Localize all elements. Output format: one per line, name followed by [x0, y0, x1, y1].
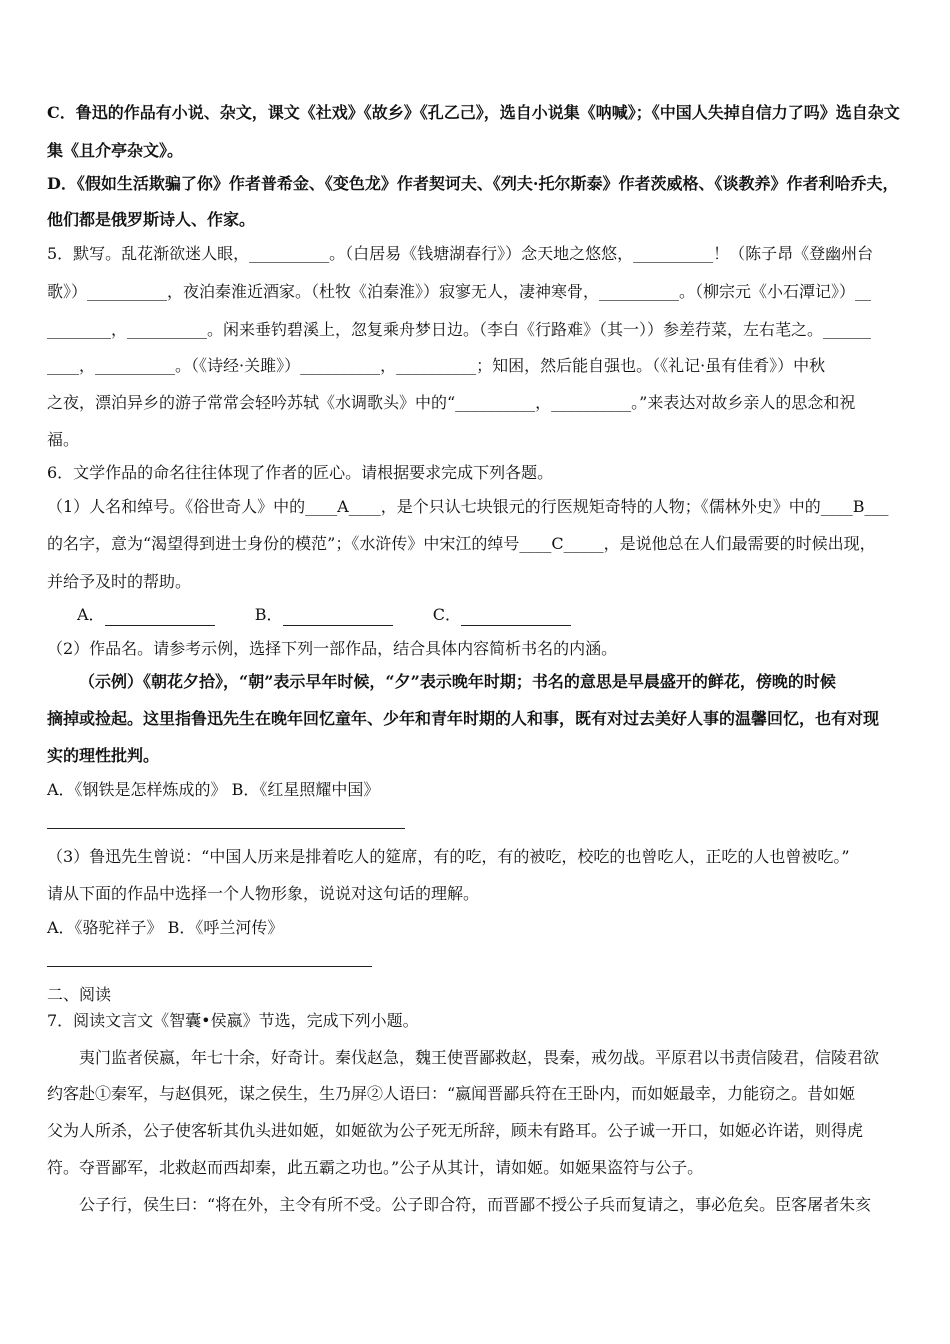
text-line: （1）人名和绰号。《俗世奇人》中的____A____，是个只认七块银元的行医规矩奇特的人物；《儒林外史》中的____B___ — [47, 497, 889, 516]
text-line: 公子行，侯生曰：“将在外，主令有所不受。公子即合符，而晋鄙不授公子兵而复请之，事必危矣。臣客屠者朱亥 — [79, 1195, 872, 1214]
text-line: 约客赴①秦军，与赵俱死，谋之侯生，生乃屏②人语曰：“嬴闻晋鄙兵符在王卧内，而如姬最幸，力能窃之。昔如姬 — [47, 1084, 856, 1103]
text-line: D．《假如生活欺骗了你》作者普希金、《变色龙》作者契诃夫、《列夫·托尔斯泰》作者茨威格、《谈教养》作者利哈乔夫， — [47, 174, 899, 193]
option-c-label: C． — [432, 605, 461, 624]
text-line: 的名字，意为“渴望得到进士身份的模范”；《水浒传》中宋江的绰号____C_____，是说他总在人们最需要的时候出现， — [47, 534, 876, 553]
text-line: 集《且介亭杂文》。 — [47, 141, 184, 160]
text-line: 5．默写。乱花渐欲迷人眼，__________。（白居易《钱塘湖春行》）念天地之悠悠，__________！（陈子昂《登幽州台 — [47, 244, 874, 263]
text-line: 6．文学作品的命名往往体现了作者的匠心。请根据要求完成下列各题。 — [47, 463, 554, 482]
text-line: 父为人所杀，公子使客斩其仇头进如姬，如姬欲为公子死无所辞，顾未有路耳。公子诚一开口，如姬必许诺，则得虎 — [47, 1121, 864, 1140]
text-line: 并给予及时的帮助。 — [47, 572, 192, 591]
option-b-blank — [283, 605, 393, 626]
text-line: 符。夺晋鄙军，北救赵而西却秦，此五霸之功也。”公子从其计，请如姬。如姬果盗符与公子。 — [47, 1158, 704, 1177]
answer-line-3 — [47, 966, 372, 967]
text-line: 之夜，漂泊异乡的游子常常会轻吟苏轼《水调歌头》中的“__________，__________。”来表达对故乡亲人的思念和祝 — [47, 393, 856, 412]
text-line: 歌》）__________，夜泊秦淮近酒家。（杜牧《泊秦淮》）寂寥无人，凄神寒骨，__________。（柳宗元《小石潭记》）__ — [47, 282, 872, 301]
option-a-blank — [105, 605, 215, 626]
text-line: （示例）《朝花夕拾》，“朝”表示早年时候，“夕”表示晚年时期；书名的意思是早晨盛开的鲜花，傍晚的时候 — [79, 672, 836, 691]
option-c-blank — [461, 605, 571, 626]
option-a-label: A． — [77, 605, 105, 624]
text-line: 夷门监者侯嬴，年七十余，好奇计。秦伐赵急，魏王使晋鄙救赵，畏秦，戒勿战。平原君以书责信陵君，信陵君欲 — [79, 1048, 880, 1067]
text-line: A．《骆驼祥子》 B．《呼兰河传》 — [47, 918, 284, 937]
text-line: 二、阅读 — [47, 985, 112, 1004]
text-line: ________，__________。闲来垂钓碧溪上，忽复乘舟梦日边。（李白《行路难》（其一））参差荇菜，左右芼之。______ — [47, 320, 872, 339]
text-line: A．《钢铁是怎样炼成的》 B．《红星照耀中国》 — [47, 780, 380, 799]
text-line: （2）作品名。请参考示例，选择下列一部作品，结合具体内容简析书名的内涵。 — [47, 639, 618, 658]
text-line: 福。 — [47, 430, 80, 449]
text-line: C．鲁迅的作品有小说、杂文，课文《社戏》《故乡》《孔乙己》，选自小说集《呐喊》；《中国人失掉自信力了吗》选自杂文 — [47, 103, 900, 122]
text-line: 摘掉或捡起。这里指鲁迅先生在晚年回忆童年、少年和青年时期的人和事，既有对过去美好人事的温馨回忆，也有对现 — [47, 709, 880, 728]
text-line: 7．阅读文言文《智囊•侯嬴》节选，完成下列小题。 — [47, 1011, 419, 1030]
text-line: 请从下面的作品中选择一个人物形象，说说对这句话的理解。 — [47, 884, 480, 903]
answer-blanks-row — [77, 605, 571, 626]
text-line: （3）鲁迅先生曾说：“中国人历来是排着吃人的筵席，有的吃，有的被吃，校吃的也曾吃人，正吃的人也曾被吃。” — [47, 847, 850, 866]
text-line: 实的理性批判。 — [47, 746, 160, 765]
answer-line-2 — [47, 828, 405, 829]
option-b-label: B． — [254, 605, 283, 624]
text-line: 他们都是俄罗斯诗人、作家。 — [47, 210, 256, 229]
text-line: ____，__________。（《诗经·关雎》）__________，__________；知困，然后能自强也。（《礼记·虽有佳肴》）中秋 — [47, 356, 826, 375]
